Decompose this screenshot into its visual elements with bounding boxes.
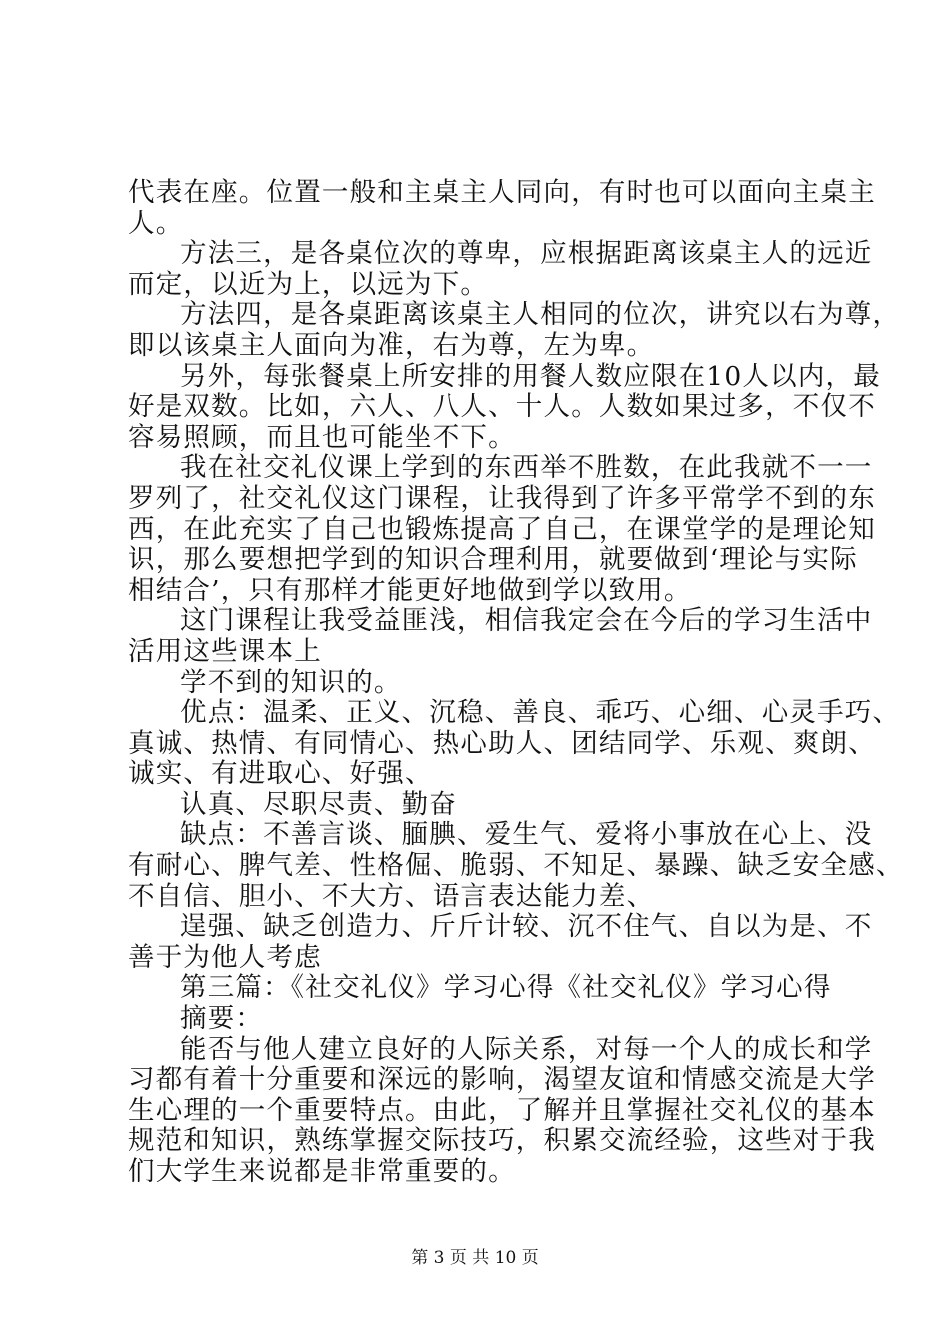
text-line: 容易照顾，而且也可能坐不下。 xyxy=(128,421,516,453)
text-line: 这门课程让我受益匪浅，相信我定会在今后的学习生活中 xyxy=(180,605,873,637)
text-line: 代表在座。位置一般和主桌主人同向，有时也可以面向主桌主 xyxy=(128,177,876,208)
text-line: 们大学生来说都是非常重要的。 xyxy=(128,1156,516,1187)
text-line: 好是双数。比如，六人、八人、十人。人数如果过多，不仅不 xyxy=(128,391,876,423)
text-line: 逞强、缺乏创造力、斤斤计较、沉不住气、自以为是、不 xyxy=(180,911,873,943)
page-number-footer: 第 3 页 共 10 页 xyxy=(411,1248,539,1268)
text-line: 不自信、胆小、不大方、语言表达能力差、 xyxy=(128,880,655,912)
document-body xyxy=(128,177,904,1188)
text-line: 另外，每张餐桌上所安排的用餐人数应限在10人以内，最 xyxy=(180,360,881,392)
text-line: 有耐心、脾气差、性格倔、脆弱、不知足、暴躁、缺乏安全感、 xyxy=(128,850,904,882)
text-line: 生心理的一个重要特点。由此，了解并且掌握社交礼仪的基本 xyxy=(128,1094,876,1126)
text-line: 人。 xyxy=(128,207,184,239)
text-line: 罗列了，社交礼仪这门课程，让我得到了许多平常学不到的东 xyxy=(128,482,876,514)
text-line: 即以该桌主人面向为准，右为尊，左为卑。 xyxy=(128,329,655,361)
text-line: 我在社交礼仪课上学到的东西举不胜数，在此我就不一一 xyxy=(180,452,873,484)
text-line: 习都有着十分重要和深远的影响，渴望友谊和情感交流是大学 xyxy=(128,1064,876,1096)
text-line: 善于为他人考虑 xyxy=(128,941,322,973)
section-heading: 第三篇：《社交礼仪》学习心得《社交礼仪》学习心得 xyxy=(180,972,832,1004)
text-line: 诚实、有进取心、好强、 xyxy=(128,758,433,790)
text-line: 缺点：不善言谈、腼腆、爱生气、爱将小事放在心上、没 xyxy=(180,819,873,851)
text-line: 相结合’，只有那样才能更好地做到学以致用。 xyxy=(128,574,692,606)
text-line: 学不到的知识的。 xyxy=(180,666,402,698)
text-line: 而定，以近为上，以远为下。 xyxy=(128,268,489,300)
text-line: 真诚、热情、有同情心、热心助人、团结同学、乐观、爽朗、 xyxy=(128,727,876,759)
text-line: 能否与他人建立良好的人际关系，对每一个人的成长和学 xyxy=(180,1033,873,1065)
text-line: 活用这些课本上 xyxy=(128,635,322,667)
text-line: 摘要： xyxy=(180,1003,264,1035)
text-line: 规范和知识，熟练掌握交际技巧，积累交流经验，这些对于我 xyxy=(128,1125,876,1157)
text-line: 认真、尽职尽责、勤奋 xyxy=(180,788,457,820)
text-line: 方法四，是各桌距离该桌主人相同的位次，讲究以右为尊， xyxy=(180,299,901,331)
text-line: 方法三，是各桌位次的尊卑，应根据距离该桌主人的远近 xyxy=(180,238,873,270)
text-line: 优点：温柔、正义、沉稳、善良、乖巧、心细、心灵手巧、 xyxy=(180,697,901,729)
text-line: 西，在此充实了自己也锻炼提高了自己，在课堂学的是理论知 xyxy=(128,513,876,545)
text-line: 识，那么要想把学到的知识合理利用，就要做到‘理论与实际 xyxy=(128,544,858,576)
